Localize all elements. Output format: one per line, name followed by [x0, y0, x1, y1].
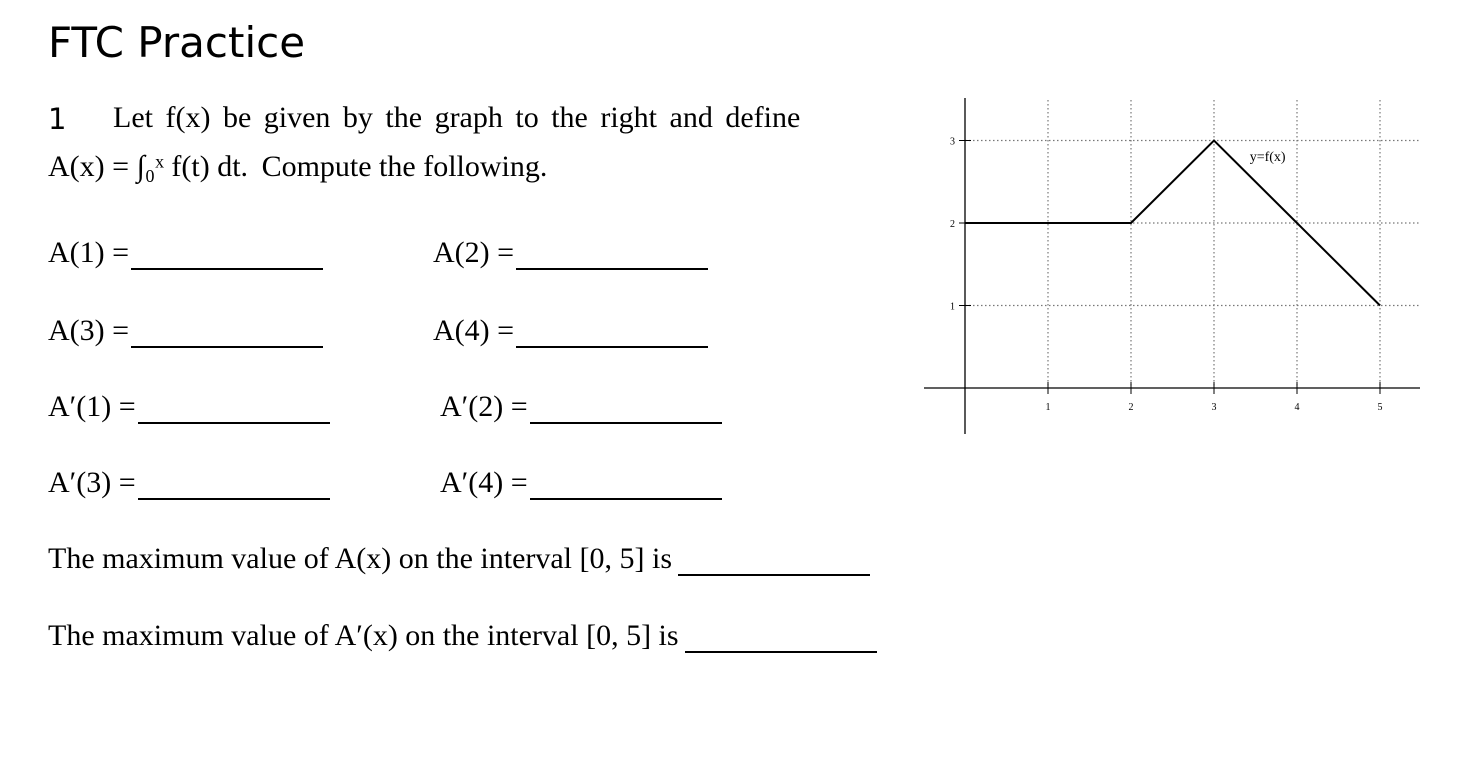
x-tick-label: 5	[1377, 402, 1383, 413]
problem-number: 1	[48, 102, 67, 136]
page-title: FTC Practice	[48, 18, 306, 67]
answer-blank[interactable]	[685, 621, 877, 653]
question-a4	[433, 314, 708, 348]
answer-blank[interactable]	[516, 316, 708, 348]
x-tick-label: 3	[1211, 402, 1217, 413]
question-a-prime-2	[440, 390, 722, 424]
statement-text: The maximum value of A′(x) on the interval [0, 5] is	[48, 619, 679, 652]
question-label: A(1) =	[48, 236, 130, 269]
statement-max-a	[48, 542, 870, 576]
question-label: A′(1) =	[48, 390, 136, 423]
function-graph	[920, 96, 1430, 441]
x-tick-label: 2	[1128, 402, 1134, 413]
x-tick-label: 1	[1045, 402, 1051, 413]
question-label: A′(3) =	[48, 466, 136, 499]
y-tick-label: 1	[950, 301, 955, 313]
question-label: A′(2) =	[440, 390, 528, 423]
question-a3	[48, 314, 323, 348]
statement-max-a-prime	[48, 619, 877, 653]
answer-blank[interactable]	[516, 238, 708, 270]
definition-formula: A(x) = ∫₀ˣ f(t) dt.	[48, 150, 249, 183]
question-label: A(4) =	[433, 314, 515, 347]
problem-definition	[48, 150, 547, 184]
problem-intro-text: Let f(x) be given by the graph to the right and define	[113, 101, 801, 134]
x-tick-label: 4	[1294, 402, 1300, 413]
answer-blank[interactable]	[131, 316, 323, 348]
answer-blank[interactable]	[530, 468, 722, 500]
statement-text: The maximum value of A(x) on the interval [0, 5] is	[48, 542, 673, 575]
answer-blank[interactable]	[138, 392, 330, 424]
question-label: A(2) =	[433, 236, 515, 269]
question-a1	[48, 236, 323, 270]
answer-blank[interactable]	[678, 544, 870, 576]
answer-blank[interactable]	[138, 468, 330, 500]
question-label: A′(4) =	[440, 466, 528, 499]
y-tick-label: 3	[950, 136, 955, 148]
series-annotation-label: y=f(x)	[1249, 150, 1286, 165]
y-tick-label: 2	[950, 219, 955, 230]
question-a-prime-3	[48, 466, 330, 500]
instruction-text: Compute the following.	[261, 150, 548, 183]
question-a-prime-4	[440, 466, 722, 500]
question-a2	[433, 236, 708, 270]
answer-blank[interactable]	[530, 392, 722, 424]
question-label: A(3) =	[48, 314, 130, 347]
problem-intro-line1	[113, 101, 800, 135]
question-a-prime-1	[48, 390, 330, 424]
answer-blank[interactable]	[131, 238, 323, 270]
